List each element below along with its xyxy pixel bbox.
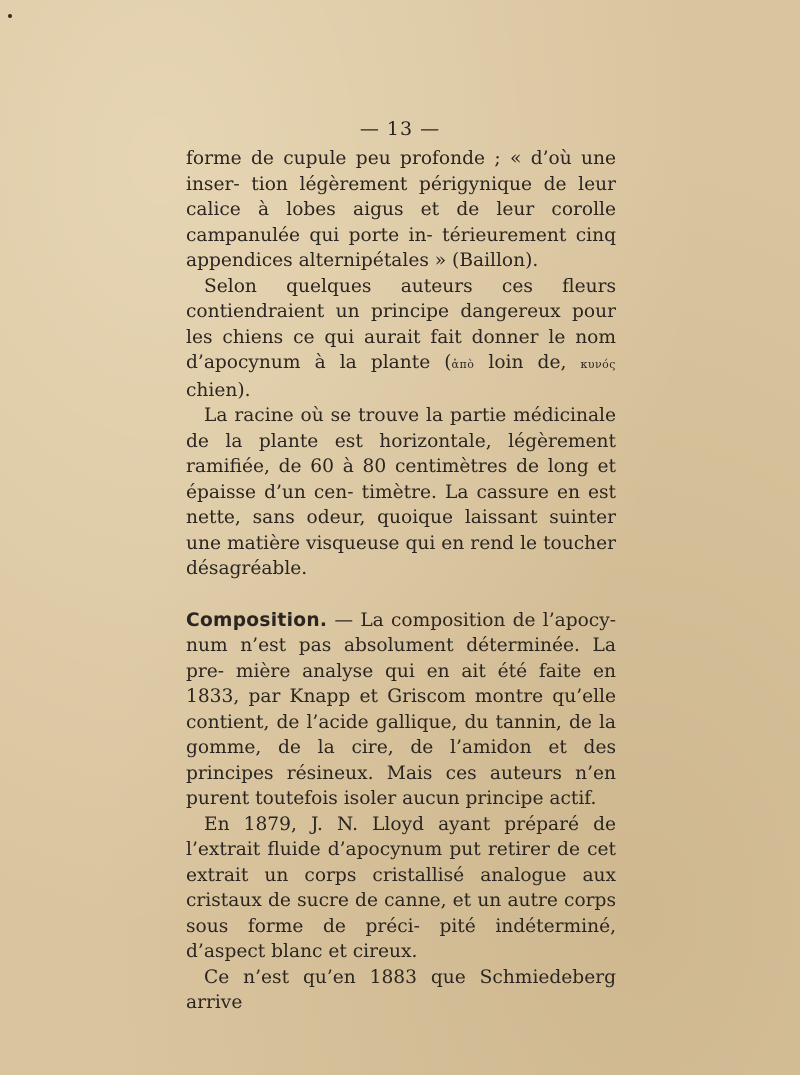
paragraph-lloyd: En 1879, J. N. Lloyd ayant préparé de l’extrait fluide d’apocynum put retirer de cet extrait un corps cristallisé analogue aux cristaux de sucre de canne, et un autre corps sous forme de préci- pité indéterminé, d’aspect blanc et cireux. [186,813,616,962]
ink-speck [8,14,12,18]
paragraph-name-origin-start: Selon quelques auteurs ces fleurs contiendraient un principe dangereux pour les chiens ce qui aurait fait donner le nom d’apocynum à la plante ( [186,275,616,373]
paragraph-name-origin-end: chien). [186,379,251,401]
paragraph-flower-description: forme de cupule peu profonde ; « d’où une inser- tion légèrement périgynique de leur calice à lobes aigus et de leur corolle campanulée qui porte in- térieurement cinq appendices alternipétales » (Baillon). [186,148,616,271]
section-heading-composition: Composition. [186,609,328,631]
paragraph-name-origin-mid: loin de, [474,352,581,373]
paragraph-composition-text: — La composition de l’apocy- num n’est pas absolument déterminée. La pre- mière analyse qui en ait été faite en 1833, par Knapp et Griscom montre qu’elle contient, de l’acide gallique, du tannin, de la gomme, de la cire, de l’amidon et des principes résineux. Mais ces auteurs n’en purent toutefois isoler aucun principe actif. [186,609,616,809]
greek-word-kynos: κυνός [580,358,616,371]
paragraph-composition [186,608,616,812]
section-spacer [186,582,616,608]
body-text [186,146,616,1016]
greek-word-apo: ἀπὸ [451,358,475,371]
paragraph-name-origin [186,274,616,404]
page-number: — 13 — [359,118,441,140]
paragraph-schmiedeberg: Ce n’est qu’en 1883 que Schmiedeberg arrive [186,966,616,1013]
paragraph-root-description: La racine où se trouve la partie médicinale de la plante est horizontale, légèrement ramifiée, de 60 à 80 centimètres de long et épaisse d’un cen- timètre. La cassure en est nette, sans odeur, quoique laissant suinter une matière visqueuse qui en rend le toucher désagréable. [186,405,616,579]
